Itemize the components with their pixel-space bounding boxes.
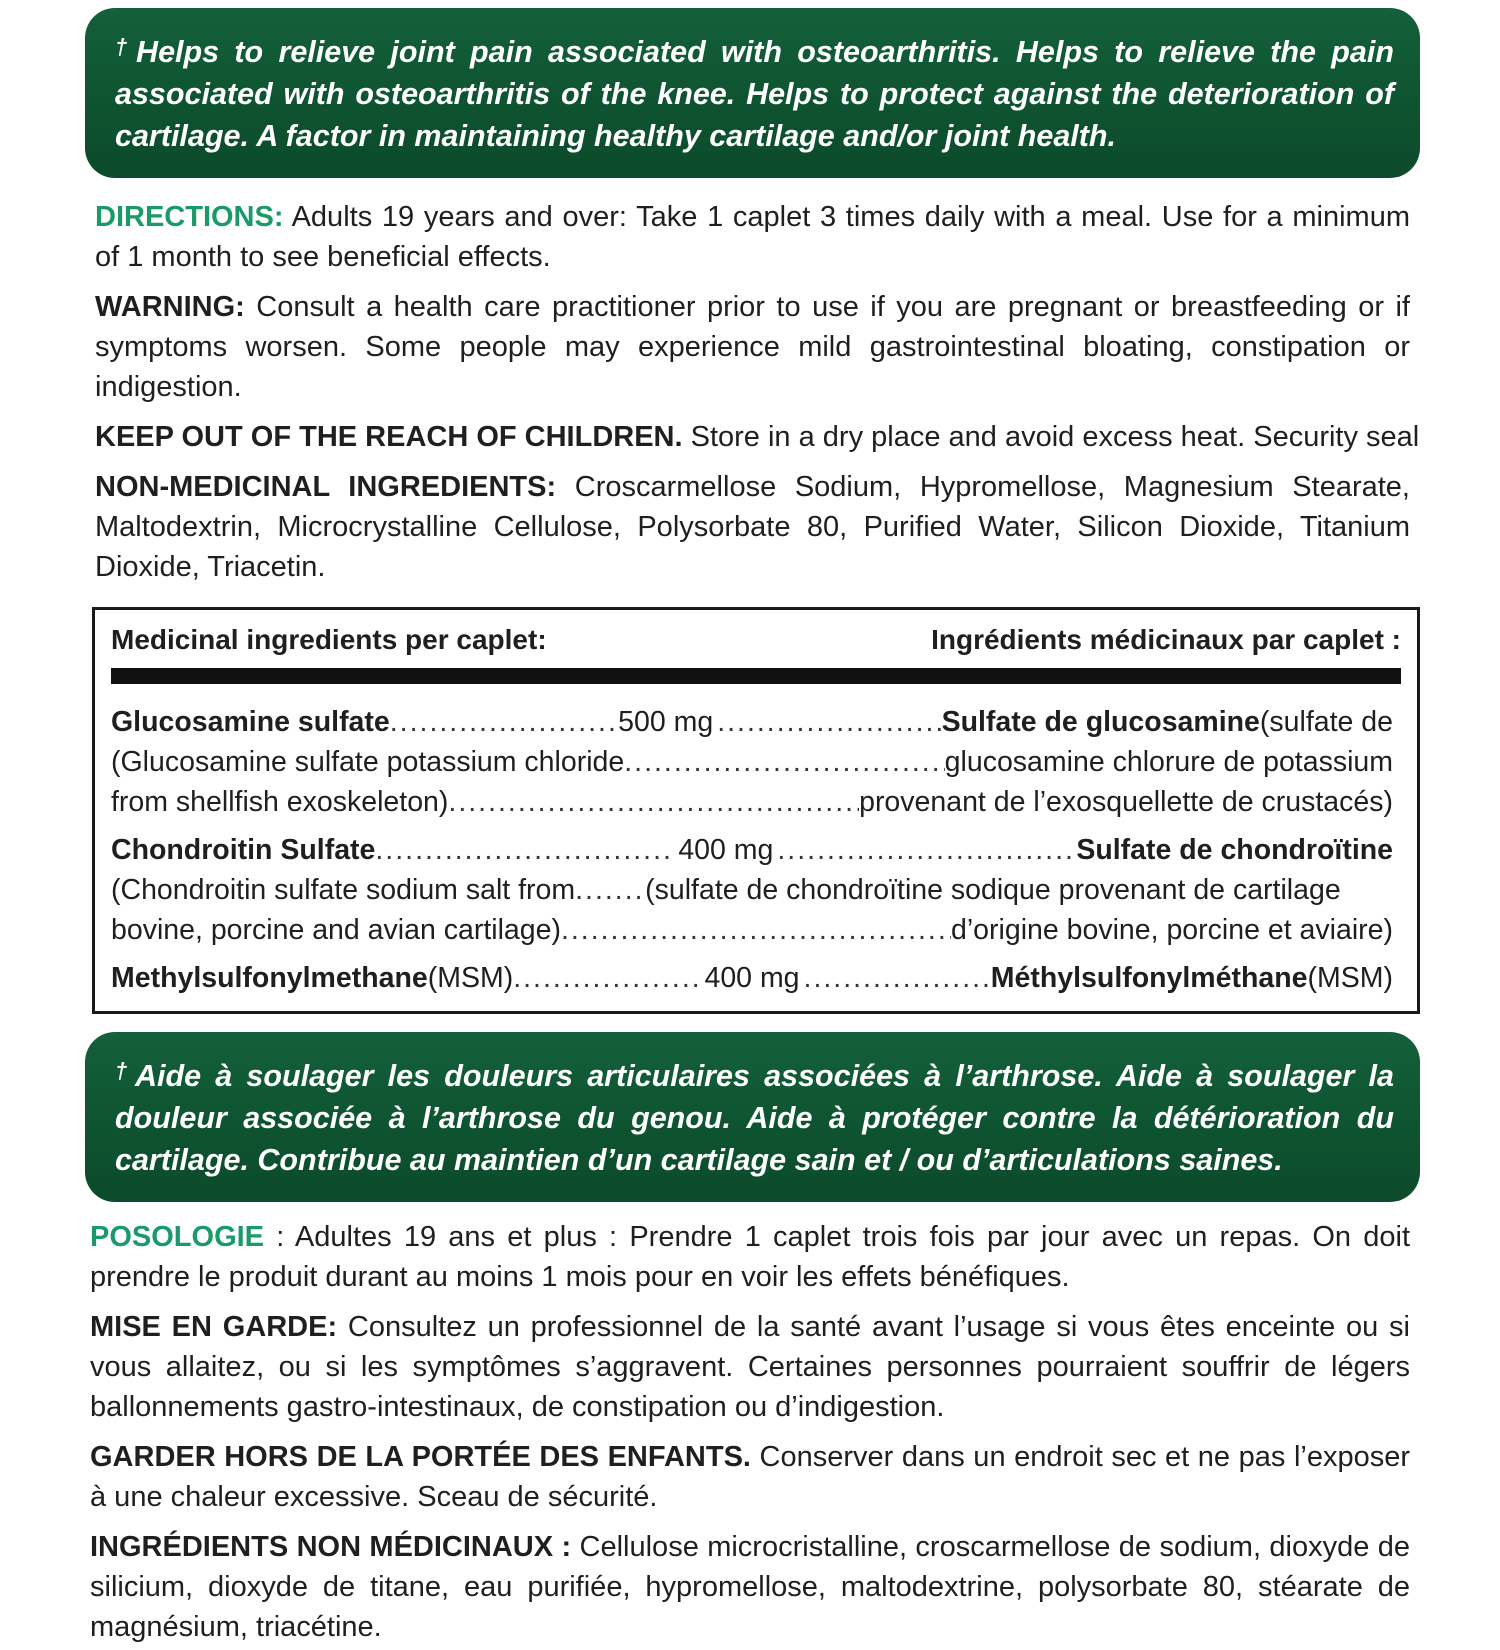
ingredient-fr-extra: (sulfate de — [1259, 706, 1394, 738]
table-row — [111, 958, 1393, 998]
keep-out-section — [95, 417, 1420, 457]
directions-label: DIRECTIONS: — [95, 201, 284, 233]
table-row — [111, 782, 1393, 822]
table-row — [111, 742, 1393, 782]
table-header-rule — [111, 668, 1401, 684]
claims-banner-en — [85, 8, 1420, 178]
ingredient-en: (Chondroitin sulfate sodium salt from — [111, 874, 576, 906]
dagger-symbol: † — [115, 1058, 133, 1083]
posologie-section — [90, 1217, 1410, 1297]
mise-en-garde-section — [90, 1307, 1410, 1427]
ingredient-amount: 500 mg — [618, 706, 714, 738]
claims-text-fr: Aide à soulager les douleurs articulaires associées à l’arthrose. Aide à soulager la douleur associée à l’arthrose du genou. Aide à protéger contre la détérioration du cartilage. Contribue au maintien d’un cartilage sain et / ou d’articulations saines. — [115, 1059, 1394, 1177]
table-row — [111, 870, 1393, 910]
leader-dots — [575, 870, 645, 910]
table-header-fr: Ingrédients médicinaux par caplet : — [931, 624, 1401, 655]
ingredients-non-medicinaux-text: Cellulose microcristalline, croscarmellose de sodium, dioxyde de silicium, dioxyde de titane, eau purifiée, hypromellose, maltodextrine, polysorbate 80, stéarate de magnésium, triacétine. — [90, 1531, 1410, 1643]
leader-dots — [717, 702, 941, 742]
leader-dots — [448, 782, 859, 822]
medicinal-ingredients-table — [92, 607, 1420, 1014]
ingredient-en: (Glucosamine sulfate potassium chloride — [111, 746, 625, 778]
ingredients-non-medicinaux-label: INGRÉDIENTS NON MÉDICINAUX : — [90, 1531, 572, 1563]
ingredients-non-medicinaux-section — [90, 1527, 1410, 1647]
ingredient-fr: Sulfate de chondroïtine — [1076, 834, 1394, 866]
leader-dots — [624, 742, 944, 782]
dagger-symbol: † — [115, 34, 135, 59]
non-medicinal-section — [95, 467, 1410, 587]
posologie-label: POSOLOGIE — [90, 1221, 265, 1253]
ingredient-amount: 400 mg — [704, 962, 800, 994]
garder-section — [90, 1437, 1410, 1517]
ingredient-amount: 400 mg — [678, 834, 774, 866]
directions-section — [95, 197, 1410, 277]
table-header-en: Medicinal ingredients per caplet: — [111, 624, 547, 655]
table-row — [111, 910, 1393, 950]
ingredient-en: Glucosamine sulfate — [111, 706, 390, 738]
ingredient-en: from shellfish exoskeleton) — [111, 786, 449, 818]
table-row — [111, 830, 1393, 870]
ingredient-fr: provenant de l’exosquellette de crustacés) — [859, 786, 1393, 818]
garder-label: GARDER HORS DE LA PORTÉE DES ENFANTS. — [90, 1441, 751, 1473]
keep-out-text: Store in a dry place and avoid excess heat. Security seal — [682, 421, 1420, 453]
leader-dots — [375, 830, 674, 870]
ingredient-fr: d’origine bovine, porcine et aviaire) — [950, 914, 1393, 946]
mise-en-garde-label: MISE EN GARDE: — [90, 1311, 338, 1343]
ingredient-fr: Méthylsulfonylméthane — [990, 962, 1308, 994]
warning-text: Consult a health care practitioner prior to use if you are pregnant or breastfeeding or if symptoms worsen. Some people may experience mild gastrointestinal bloating, constipation or indigestion. — [95, 291, 1410, 403]
ingredient-fr: Sulfate de glucosamine — [941, 706, 1260, 738]
ingredient-en: Methylsulfonylmethane — [111, 962, 428, 994]
ingredient-en: Chondroitin Sulfate — [111, 834, 376, 866]
directions-text: Adults 19 years and over: Take 1 caplet 3 times daily with a meal. Use for a minimum of 1 month to see beneficial effects. — [95, 201, 1410, 273]
warning-label: WARNING: — [95, 291, 245, 323]
ingredient-en-extra: (MSM) — [427, 962, 514, 994]
leader-dots — [804, 958, 991, 998]
warning-section — [95, 287, 1410, 407]
keep-out-label: KEEP OUT OF THE REACH OF CHILDREN. — [95, 421, 683, 453]
leader-dots — [390, 702, 614, 742]
posologie-text: : Adultes 19 ans et plus : Prendre 1 caplet trois fois par jour avec un repas. On doit prendre le produit durant au moins 1 mois pour en voir les effets bénéfiques. — [90, 1221, 1410, 1293]
non-medicinal-label: NON-MEDICINAL INGREDIENTS: — [95, 471, 557, 503]
garder-text: Conserver dans un endroit sec et ne pas l’exposer à une chaleur excessive. Sceau de sécurité. — [90, 1441, 1410, 1513]
leader-dots — [513, 958, 700, 998]
mise-en-garde-text: Consultez un professionnel de la santé avant l’usage si vous êtes enceinte ou si vous allaitez, ou si les symptômes s’aggravent. Certaines personnes pourraient souffrir de légers ballonnements gastro-intestinaux, de constipation ou d’indigestion. — [90, 1311, 1411, 1423]
ingredient-fr-extra: (MSM) — [1307, 962, 1393, 994]
leader-dots — [777, 830, 1076, 870]
leader-dots — [561, 910, 951, 950]
non-medicinal-text: Croscarmellose Sodium, Hypromellose, Magnesium Stearate, Maltodextrin, Microcrystalline Cellulose, Polysorbate 80, Purified Water, Silicon Dioxide, Titanium Dioxide, Triacetin. — [95, 471, 1410, 583]
claims-banner-fr — [85, 1032, 1420, 1202]
ingredient-fr: (sulfate de chondroïtine sodique provenant de cartilage — [645, 874, 1341, 906]
claims-text-en: Helps to relieve joint pain associated with osteoarthritis. Helps to relieve the pain associated with osteoarthritis of the knee. Helps to protect against the deterioration of cartilage. A factor in maintaining healthy cartilage and/or joint health. — [115, 35, 1394, 153]
ingredient-en: bovine, porcine and avian cartilage) — [111, 914, 561, 946]
table-row — [111, 702, 1393, 742]
ingredient-fr: glucosamine chlorure de potassium — [944, 746, 1393, 778]
